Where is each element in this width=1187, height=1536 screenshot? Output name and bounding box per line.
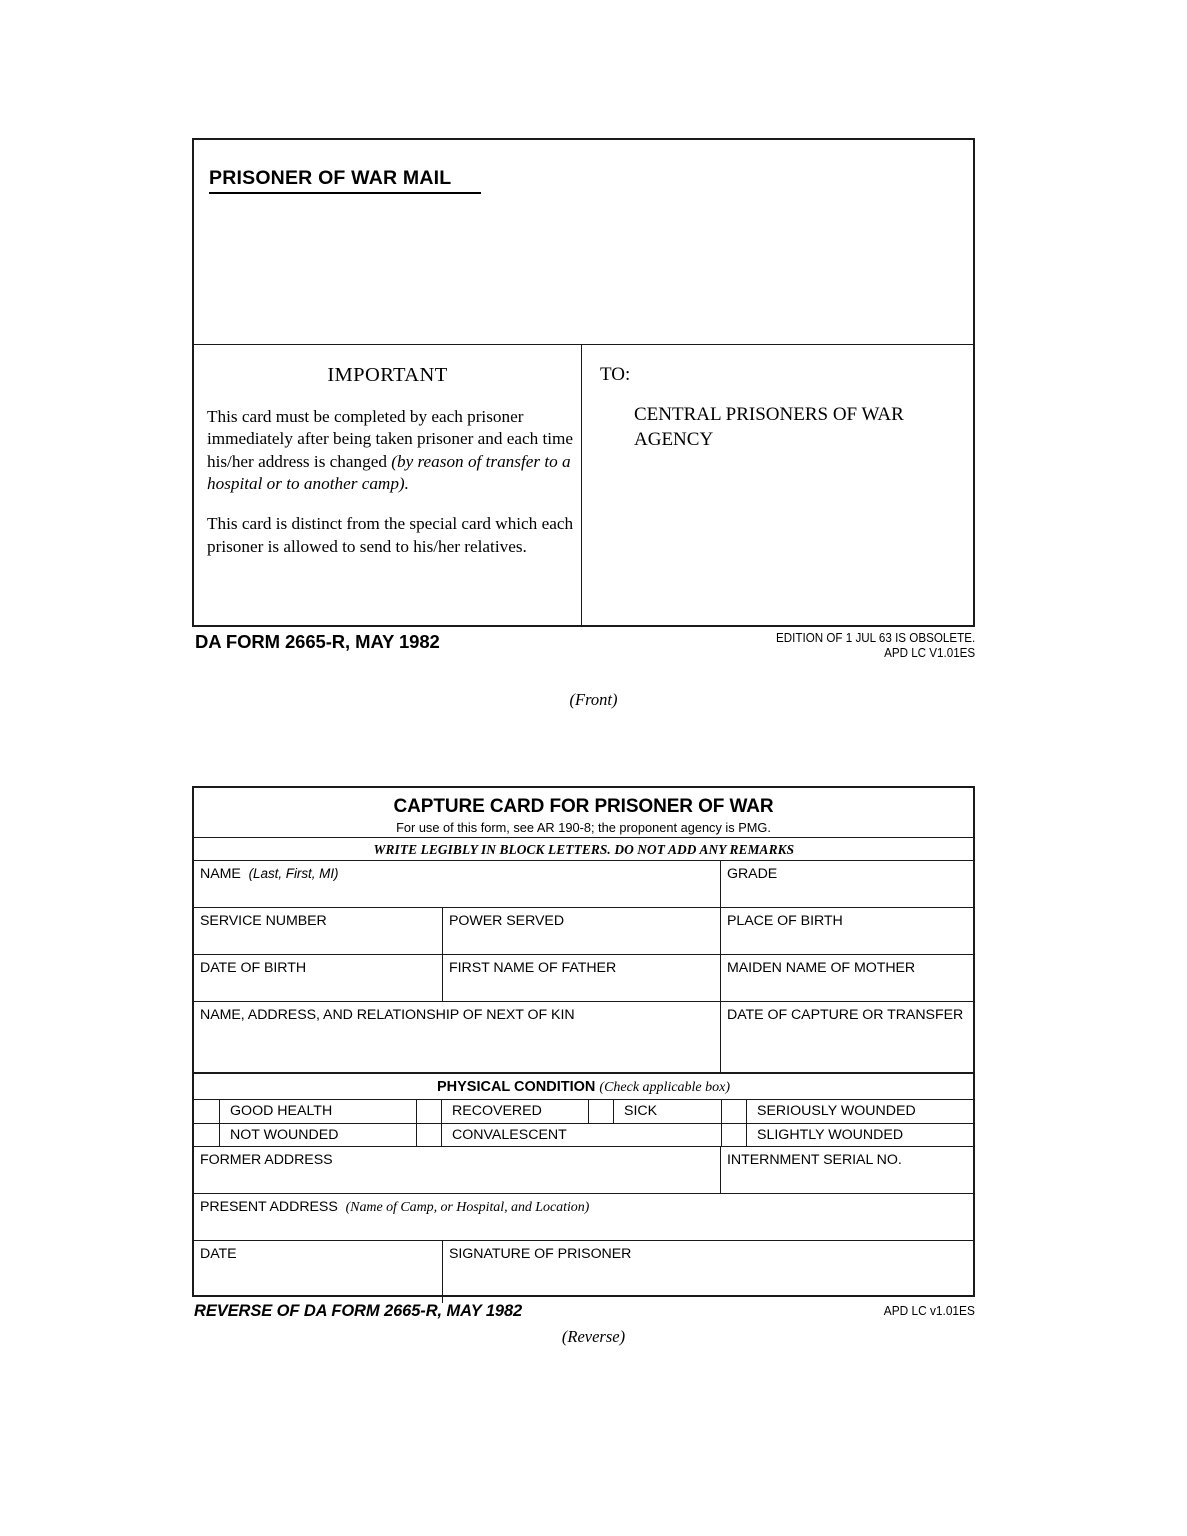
row-present-address — [194, 1194, 973, 1241]
to-label: TO: — [600, 364, 631, 385]
field-service-number-label: SERVICE NUMBER — [200, 913, 327, 929]
important-paragraph-1 — [207, 406, 581, 495]
checkbox-seriously-wounded[interactable] — [721, 1100, 747, 1124]
checkbox-convalescent[interactable] — [416, 1124, 442, 1148]
field-name[interactable] — [194, 861, 721, 907]
physical-condition-heading: PHYSICAL CONDITION — [436, 1079, 596, 1095]
field-former-address-label: FORMER ADDRESS — [200, 1152, 333, 1168]
field-first-name-of-father-label: FIRST NAME OF FATHER — [449, 960, 617, 976]
field-name-label: NAME (Last, First, MI) — [200, 866, 339, 882]
field-next-of-kin[interactable] — [194, 1002, 721, 1072]
physical-condition-hint: (Check applicable box) — [599, 1080, 731, 1095]
field-service-number[interactable] — [194, 908, 443, 954]
field-maiden-name-of-mother-label: MAIDEN NAME OF MOTHER — [727, 960, 916, 976]
field-maiden-name-of-mother[interactable] — [721, 955, 973, 1001]
field-date[interactable] — [194, 1241, 443, 1303]
field-internment-serial-number-label: INTERNMENT SERIAL NO. — [727, 1152, 902, 1168]
addressee-pane — [584, 345, 973, 625]
front-edition-block — [776, 631, 975, 661]
front-address-region — [194, 140, 973, 345]
important-paragraph-1-plain: This card must be completed by each prisoner immediately after being taken prisoner and each time his/her address is changed — [207, 407, 574, 471]
field-date-of-capture[interactable] — [721, 1002, 973, 1072]
row-next-of-kin-capture-date — [194, 1002, 973, 1074]
reverse-caption: (Reverse) — [561, 1327, 626, 1346]
front-form-number: DA FORM 2665-R, MAY 1982 — [195, 631, 440, 652]
important-heading: IMPORTANT — [327, 364, 448, 386]
checkbox-good-health[interactable] — [194, 1100, 220, 1124]
checkbox-label-not-wounded: NOT WOUNDED — [230, 1126, 339, 1143]
checkbox-label-slightly-wounded: SLIGHTLY WOUNDED — [757, 1126, 904, 1143]
important-paragraph-1-italic: (by reason of transfer to a hospital or to another camp). — [207, 451, 571, 494]
physical-condition-row-1 — [194, 1100, 973, 1124]
physical-condition-heading-row — [194, 1074, 973, 1100]
field-former-address[interactable] — [194, 1147, 721, 1193]
front-footer — [192, 631, 975, 667]
checkbox-sick[interactable] — [588, 1100, 614, 1124]
capture-card-subtitle: For use of this form, see AR 190-8; the proponent agency is PMG. — [396, 820, 771, 835]
prisoner-of-war-mail-title: PRISONER OF WAR MAIL — [209, 167, 481, 194]
front-edition-note: EDITION OF 1 JUL 63 IS OBSOLETE. — [775, 631, 975, 645]
field-place-of-birth[interactable] — [721, 908, 973, 954]
front-card — [192, 138, 975, 627]
checkbox-label-good-health: GOOD HEALTH — [230, 1103, 333, 1119]
checkbox-label-seriously-wounded: SERIOUSLY WOUNDED — [757, 1103, 916, 1119]
field-internment-serial-number[interactable] — [721, 1147, 973, 1193]
legibility-instruction: WRITE LEGIBLY IN BLOCK LETTERS. DO NOT ADD ANY REMARKS — [373, 842, 794, 857]
checkbox-not-wounded[interactable] — [194, 1124, 220, 1148]
checkbox-label-sick: SICK — [624, 1103, 658, 1119]
field-present-address[interactable] — [194, 1194, 973, 1240]
addressee-agency-name: CENTRAL PRISONERS OF WAR AGENCY — [634, 404, 904, 451]
checkbox-slightly-wounded[interactable] — [721, 1124, 747, 1148]
field-power-served-label: POWER SERVED — [449, 913, 565, 929]
field-present-address-label: PRESENT ADDRESS (Name of Camp, or Hospital, and Location) — [200, 1199, 590, 1215]
reverse-form-number: REVERSE OF DA FORM 2665-R, MAY 1982 — [194, 1302, 523, 1320]
front-apd-version: APD LC V1.01ES — [883, 645, 975, 660]
reverse-apd-version: APD LC v1.01ES — [883, 1304, 975, 1318]
field-first-name-of-father[interactable] — [443, 955, 721, 1001]
physical-condition-row-2 — [194, 1124, 973, 1148]
row-date-signature — [194, 1241, 973, 1303]
front-caption: (Front) — [569, 690, 618, 709]
field-date-of-birth-label: DATE OF BIRTH — [200, 960, 307, 976]
field-place-of-birth-label: PLACE OF BIRTH — [727, 913, 843, 929]
field-next-of-kin-label: NAME, ADDRESS, AND RELATIONSHIP OF NEXT OF KIN — [200, 1007, 575, 1023]
reverse-card — [192, 786, 975, 1297]
checkbox-recovered[interactable] — [416, 1100, 442, 1124]
row-name-grade — [194, 861, 973, 908]
row-dob-father-mother — [194, 955, 973, 1002]
field-signature-of-prisoner-label: SIGNATURE OF PRISONER — [449, 1246, 632, 1262]
field-date-label: DATE — [200, 1246, 237, 1262]
capture-card-title: CAPTURE CARD FOR PRISONER OF WAR — [393, 796, 774, 817]
important-paragraph-2: This card is distinct from the special card which each prisoner is allowed to send to his/her relatives. — [207, 514, 574, 556]
checkbox-label-recovered: RECOVERED — [452, 1103, 542, 1119]
field-date-of-capture-label: DATE OF CAPTURE OR TRANSFER — [727, 1007, 964, 1023]
field-grade[interactable] — [721, 861, 973, 907]
important-notice-pane — [194, 345, 582, 625]
field-grade-label: GRADE — [727, 866, 778, 882]
row-former-address-isn — [194, 1147, 973, 1194]
legibility-instruction-row — [194, 838, 973, 861]
field-signature-of-prisoner[interactable] — [443, 1241, 973, 1303]
row-service-power-birthplace — [194, 908, 973, 955]
capture-card-title-row — [194, 788, 973, 838]
reverse-footer — [192, 1302, 975, 1326]
checkbox-label-convalescent: CONVALESCENT — [452, 1126, 567, 1143]
front-lower-region — [194, 345, 973, 625]
field-date-of-birth[interactable] — [194, 955, 443, 1001]
field-power-served[interactable] — [443, 908, 721, 954]
